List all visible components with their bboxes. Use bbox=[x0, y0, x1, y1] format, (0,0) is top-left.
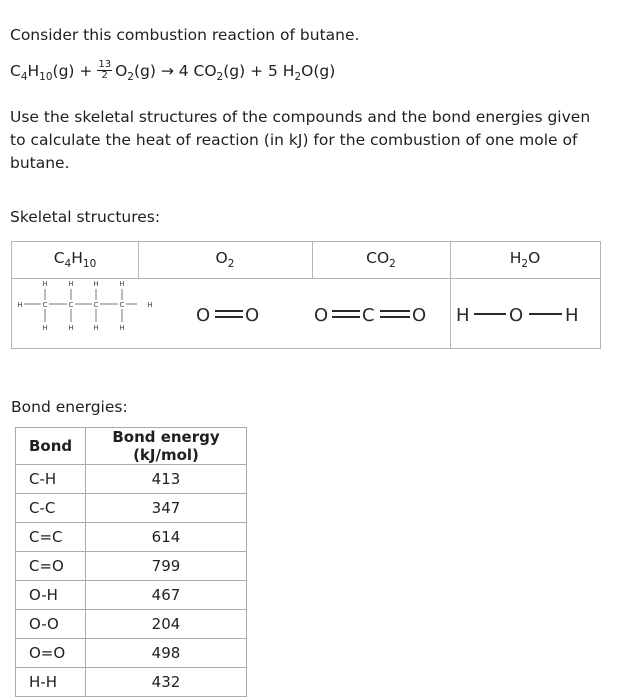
energy-cell: 799 bbox=[86, 552, 247, 581]
bond-cell: C-H bbox=[16, 465, 86, 494]
energy-cell: 614 bbox=[86, 523, 247, 552]
energy-column-header: Bond energy (kJ/mol) bbox=[86, 428, 247, 465]
bond-cell: O-O bbox=[16, 610, 86, 639]
svg-text:C: C bbox=[42, 301, 48, 309]
bond-cell: O-H bbox=[16, 581, 86, 610]
intro-text: Consider this combustion reaction of butane. bbox=[10, 26, 360, 44]
header-butane: $C_4H_{10}$ bbox=[53, 249, 97, 271]
bond-column-header: Bond bbox=[16, 428, 86, 465]
bond-energies-label: Bond energies: bbox=[11, 398, 128, 416]
bond-table-header-row bbox=[16, 428, 247, 465]
coefficient-fraction bbox=[97, 60, 112, 81]
svg-text:H: H bbox=[68, 324, 74, 332]
svg-text:C: C bbox=[362, 305, 375, 326]
butane-terminal-h bbox=[138, 279, 158, 347]
table-row bbox=[16, 581, 247, 610]
svg-text:O: O bbox=[314, 305, 329, 326]
table-row bbox=[16, 668, 247, 697]
svg-text:O: O bbox=[245, 305, 260, 326]
svg-text:H: H bbox=[68, 280, 74, 288]
svg-text:H: H bbox=[119, 280, 125, 288]
energy-cell: 413 bbox=[86, 465, 247, 494]
energy-cell: 432 bbox=[86, 668, 247, 697]
table-row bbox=[16, 465, 247, 494]
svg-text:H: H bbox=[565, 305, 579, 326]
header-oxygen: $O_2$ bbox=[215, 249, 235, 271]
svg-text:O: O bbox=[196, 305, 211, 326]
svg-text:C: C bbox=[119, 301, 125, 309]
bond-cell: C-C bbox=[16, 494, 86, 523]
energy-cell: 498 bbox=[86, 639, 247, 668]
table-row bbox=[16, 610, 247, 639]
skeletal-structures-table bbox=[11, 241, 601, 349]
bond-cell: C=O bbox=[16, 552, 86, 581]
energy-cell: 347 bbox=[86, 494, 247, 523]
energy-cell: 467 bbox=[86, 581, 247, 610]
header-co2: $CO_2$ bbox=[366, 249, 396, 271]
fraction-denominator: 2 bbox=[101, 70, 108, 82]
table-row bbox=[16, 639, 247, 668]
bond-energy-table bbox=[15, 427, 247, 697]
bond-cell: C=C bbox=[16, 523, 86, 552]
water-structure bbox=[454, 300, 600, 330]
table-row bbox=[16, 552, 247, 581]
svg-text:O: O bbox=[412, 305, 427, 326]
energy-cell: 204 bbox=[86, 610, 247, 639]
svg-text:O: O bbox=[509, 305, 524, 326]
fraction-numerator: 13 bbox=[98, 59, 112, 71]
svg-text:H: H bbox=[93, 324, 99, 332]
skeletal-structures-label: Skeletal structures: bbox=[10, 208, 161, 226]
svg-text:H: H bbox=[42, 324, 48, 332]
svg-text:H: H bbox=[93, 280, 99, 288]
bond-cell: H-H bbox=[16, 668, 86, 697]
oxygen-structure bbox=[192, 300, 272, 330]
header-water: $H_2O$ bbox=[509, 249, 541, 271]
equation-rest: $O_2(g) \to 4$ $CO_2(g) + 5$ $H_2O(g)$ bbox=[115, 62, 336, 84]
svg-text:H: H bbox=[119, 324, 125, 332]
reaction-equation bbox=[10, 59, 336, 84]
svg-text:C: C bbox=[68, 301, 74, 309]
co2-structure bbox=[314, 300, 450, 330]
svg-text:H: H bbox=[456, 305, 470, 326]
instructions-text: Use the skeletal structures of the compounds and the bond energies given to calculate the heat of reaction (in kJ) for the combustion of one mole of butane. bbox=[10, 108, 591, 172]
svg-text:H: H bbox=[42, 280, 48, 288]
svg-text:C: C bbox=[93, 301, 99, 309]
equation-reactant-butane: $C_4H_{10}(g)$ + bbox=[10, 62, 98, 84]
butane-structure bbox=[12, 279, 138, 347]
table-row bbox=[16, 494, 247, 523]
bond-cell: O=O bbox=[16, 639, 86, 668]
svg-text:H: H bbox=[17, 301, 23, 309]
table-row bbox=[16, 523, 247, 552]
svg-text:H: H bbox=[147, 301, 153, 309]
